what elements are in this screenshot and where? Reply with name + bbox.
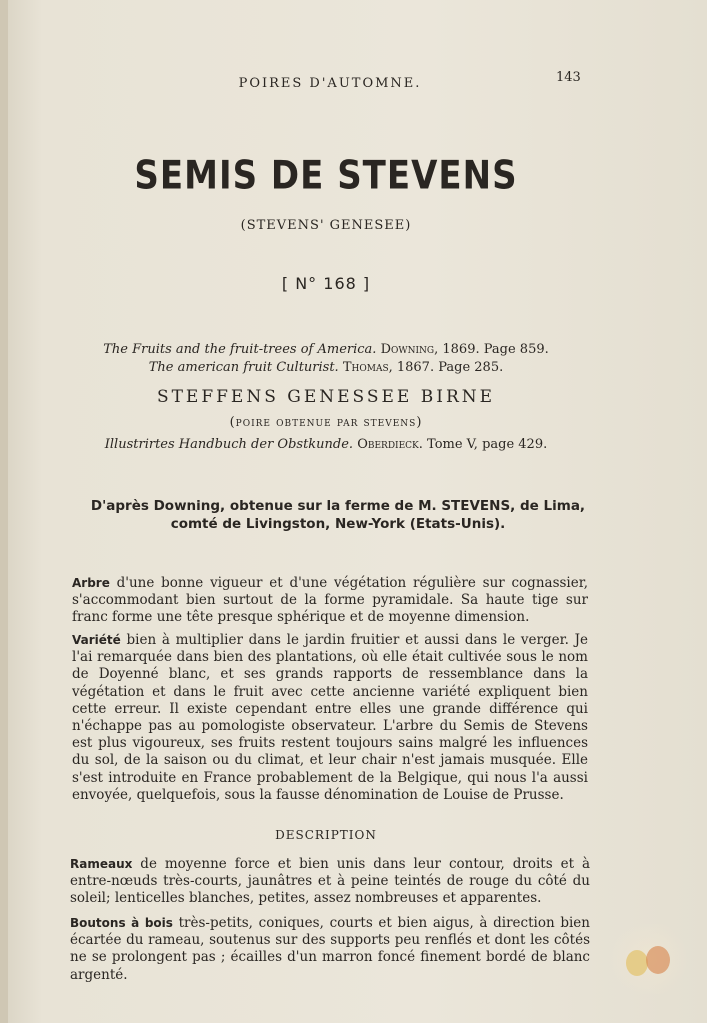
reference-1 [0,342,652,357]
paragraph-text: d'une bonne vigueur et d'une végétation régulière sur cognassier, s'accommodant bien surtout de la forme pyramidale. Sa haute tige sur franc forme une tête presque sphérique et de moyenne dimension. [72,575,588,626]
reference-details: . Tome V, page 429. [418,437,548,452]
paragraph-lead: Variété [72,633,121,647]
fruit-watermark [606,924,692,994]
origin-statement: D'après Downing, obtenue sur la ferme de M. STEVENS, de Lima, comté de Livingston, New-York (Etats-Unis). [90,498,586,532]
reference-details: , 1869. Page 859. [434,342,549,357]
synonym-subheading: (poire obtenue par stevens) [229,415,423,430]
reference-3 [0,437,652,452]
reference-details: , 1867. Page 285. [388,360,504,375]
paragraph-text: bien à multiplier dans le jardin fruitier et aussi dans le verger. Je l'ai remarquée dans bien des plantations, où elle était cultivée sous le nom de Doyenné blanc, et ses grands rapports de ressemblance dans la végétation et dans le fruit avec cette ancienne variété expliquent bien cette erreur. Il existe cependant entre elles une grande différence qui n'échappe pas au pomologiste observateur. L'arbre du Semis de Stevens est plus vigoureux, ses fruits restent toujours sains malgré les influences du sol, de la saison ou du climat, et leur chair n'est jamais musquée. Elle s'est introduite en France probablement de la Belgique, qui nous l'a aussi envoyée, quelquefois, sous la fausse dénomination de Louise de Prusse. [72,632,588,803]
paragraph-text: très-petits, coniques, courts et bien aigus, à direction bien écartée du rameau, soutenus sur des supports peu renflés et dont les côtés ne se prolongent pas ; écailles d'un marron foncé finement bordé de blanc argenté. [70,915,590,983]
synonym-heading: STEFFENS GENESSEE BIRNE [156,387,496,407]
page-number: 143 [556,70,581,85]
reference-work: The Fruits and the fruit-trees of America. [103,342,377,357]
apple-icon [646,946,670,974]
paragraph-lead: Rameaux [70,857,133,871]
paragraph-rameaux [70,856,590,908]
paragraph-variete [72,632,588,804]
paragraph-boutons [70,915,590,984]
paragraph-text: de moyenne force et bien unis dans leur contour, droits et à entre-nœuds très-courts, jaunâtres et à peine teintés de rouge du côté du soleil; lenticelles blanches, petites, assez nombreuses et apparentes. [70,856,590,907]
reference-2 [0,360,652,375]
running-head: POIRES D'AUTOMNE. [238,76,422,91]
reference-author: Downing [380,342,435,357]
reference-author: Thomas [342,360,389,375]
reference-author: Oberdieck [357,437,419,452]
paragraph-arbre [72,575,588,627]
paragraph-lead: Boutons à bois [70,916,173,930]
page-subtitle: (STEVENS' GENESEE) [240,218,412,233]
reference-work: The american fruit Culturist. [148,360,339,375]
section-title-description: DESCRIPTION [275,828,377,842]
pear-icon [626,950,648,976]
paragraph-lead: Arbre [72,576,110,590]
page-title: SEMIS DE STEVENS [134,153,518,199]
variety-number: [ N° 168 ] [281,274,371,293]
reference-work: Illustrirtes Handbuch der Obstkunde. [104,437,354,452]
